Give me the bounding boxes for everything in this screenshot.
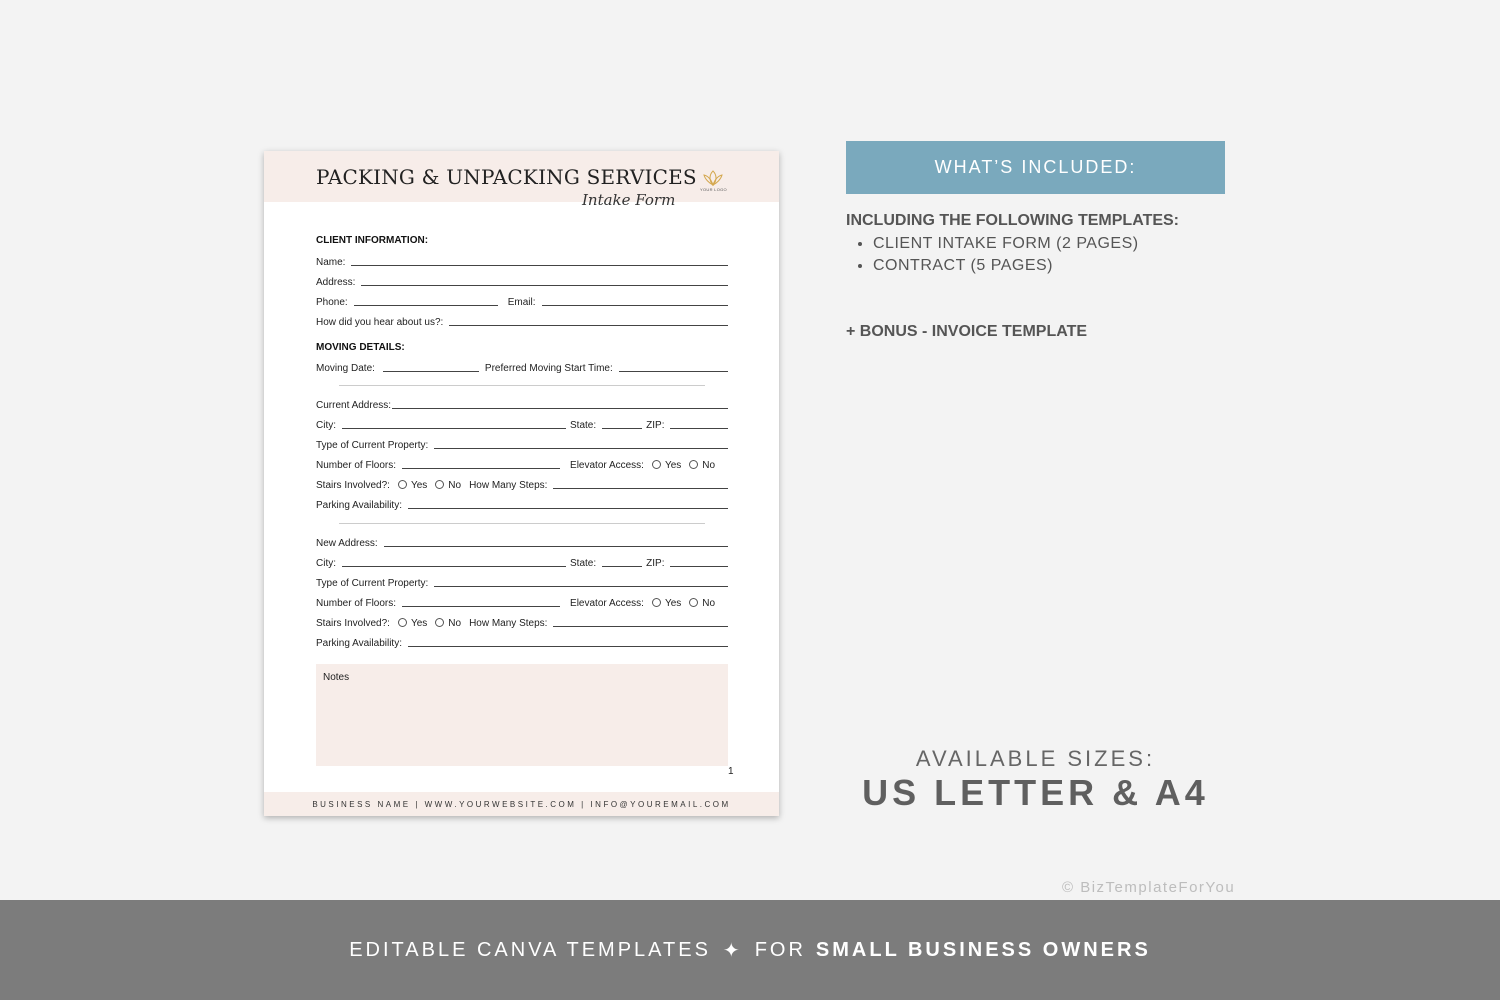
- bottom-tagline-band: [0, 900, 1500, 1000]
- stairs-label: Stairs Involved?:: [316, 480, 390, 491]
- address-field-line[interactable]: [361, 285, 728, 286]
- section-divider: [339, 523, 705, 524]
- phone-field-line[interactable]: [354, 305, 498, 306]
- state-label: State:: [570, 558, 597, 569]
- parking-label: Parking Availability:: [316, 500, 402, 511]
- zip-label: ZIP:: [646, 420, 665, 431]
- client-info-heading: CLIENT INFORMATION:: [316, 235, 429, 246]
- new-floors-row: [316, 595, 728, 609]
- zip-field-line[interactable]: [670, 428, 728, 429]
- floors-label: Number of Floors:: [316, 598, 397, 609]
- city-label: City:: [316, 420, 336, 431]
- new-stairs-row: [316, 615, 728, 629]
- stairs-yes-radio[interactable]: [398, 618, 407, 627]
- name-row: [316, 254, 728, 268]
- current-floors-row: [316, 457, 728, 471]
- start-time-label: Preferred Moving Start Time:: [484, 363, 613, 374]
- state-field-line[interactable]: [602, 428, 642, 429]
- moving-details-heading: MOVING DETAILS:: [316, 342, 405, 353]
- hear-about-label: How did you hear about us?:: [316, 317, 444, 328]
- current-address-field-line[interactable]: [392, 408, 728, 409]
- bonus-text: + BONUS - INVOICE TEMPLATE: [846, 323, 1088, 340]
- elevator-label: Elevator Access:: [570, 598, 644, 609]
- parking-label: Parking Availability:: [316, 638, 402, 649]
- no-label: No: [702, 460, 716, 471]
- hear-about-field-line[interactable]: [449, 325, 728, 326]
- property-label: Type of Current Property:: [316, 578, 429, 589]
- stairs-no-radio[interactable]: [435, 480, 444, 489]
- available-sizes-label: AVAILABLE SIZES:: [915, 746, 1156, 771]
- sparkle-icon: ✦: [722, 939, 743, 962]
- copyright-text: © BizTemplateForYou: [1062, 879, 1236, 896]
- elevator-yes-radio[interactable]: [652, 460, 661, 469]
- floors-field-line[interactable]: [402, 606, 560, 607]
- stairs-no-radio[interactable]: [435, 618, 444, 627]
- yes-label: Yes: [410, 618, 428, 629]
- page-number: 1: [728, 766, 734, 777]
- property-field-line[interactable]: [434, 448, 728, 449]
- new-address-label: New Address:: [316, 538, 378, 549]
- form-subtitle: Intake Form: [582, 191, 676, 209]
- moving-date-field-line[interactable]: [383, 371, 479, 372]
- form-preview-sheet: [264, 151, 779, 816]
- logo-text: YOUR LOGO: [700, 187, 727, 192]
- current-city-row: [316, 417, 728, 431]
- list-item: • CLIENT INTAKE FORM (2 PAGES): [873, 233, 1139, 255]
- zip-field-line[interactable]: [670, 566, 728, 567]
- section-divider: [339, 385, 705, 386]
- new-address-field-line[interactable]: [384, 546, 728, 547]
- hear-about-row: [316, 314, 728, 328]
- name-label: Name:: [316, 257, 346, 268]
- tagline-left: EDITABLE CANVA TEMPLATES: [349, 938, 711, 961]
- stairs-yes-radio[interactable]: [398, 480, 407, 489]
- parking-field-line[interactable]: [408, 508, 728, 509]
- form-header: [264, 151, 779, 209]
- tagline-strong: SMALL BUSINESS OWNERS: [815, 938, 1151, 961]
- current-address-row: [316, 397, 728, 411]
- current-parking-row: [316, 497, 728, 511]
- new-parking-row: [316, 635, 728, 649]
- parking-field-line[interactable]: [408, 646, 728, 647]
- templates-list: [846, 233, 1139, 277]
- address-label: Address:: [316, 277, 356, 288]
- city-field-line[interactable]: [342, 428, 566, 429]
- no-label: No: [448, 480, 462, 491]
- email-field-line[interactable]: [542, 305, 729, 306]
- available-sizes-value: US LETTER & A4: [862, 772, 1209, 813]
- floors-field-line[interactable]: [402, 468, 560, 469]
- yes-label: Yes: [664, 598, 682, 609]
- city-label: City:: [316, 558, 336, 569]
- elevator-yes-radio[interactable]: [652, 598, 661, 607]
- city-field-line[interactable]: [342, 566, 566, 567]
- new-property-row: [316, 575, 728, 589]
- floors-label: Number of Floors:: [316, 460, 397, 471]
- email-label: Email:: [507, 297, 536, 308]
- elevator-label: Elevator Access:: [570, 460, 644, 471]
- phone-email-row: [316, 294, 728, 308]
- moving-date-label: Moving Date:: [316, 363, 375, 374]
- list-item: • CONTRACT (5 PAGES): [873, 255, 1139, 277]
- form-footer: BUSINESS NAME | WWW.YOURWEBSITE.COM | INFO@YOUREMAIL.COM: [264, 792, 779, 816]
- elevator-no-radio[interactable]: [689, 460, 698, 469]
- notes-label: Notes: [323, 672, 350, 683]
- notes-box[interactable]: [316, 664, 728, 766]
- steps-label: How Many Steps:: [469, 618, 548, 629]
- address-row: [316, 274, 728, 288]
- state-label: State:: [570, 420, 597, 431]
- form-title: PACKING & UNPACKING SERVICES: [316, 165, 697, 189]
- templates-heading: INCLUDING THE FOLLOWING TEMPLATES:: [846, 212, 1180, 229]
- current-stairs-row: [316, 477, 728, 491]
- steps-field-line[interactable]: [553, 488, 728, 489]
- yes-label: Yes: [664, 460, 682, 471]
- no-label: No: [702, 598, 716, 609]
- phone-label: Phone:: [316, 297, 348, 308]
- current-property-row: [316, 437, 728, 451]
- new-city-row: [316, 555, 728, 569]
- steps-label: How Many Steps:: [469, 480, 548, 491]
- property-field-line[interactable]: [434, 586, 728, 587]
- property-label: Type of Current Property:: [316, 440, 429, 451]
- stairs-label: Stairs Involved?:: [316, 618, 390, 629]
- current-address-label: Current Address:: [316, 400, 392, 411]
- elevator-no-radio[interactable]: [689, 598, 698, 607]
- yes-label: Yes: [410, 480, 428, 491]
- new-address-row: [316, 535, 728, 549]
- name-field-line[interactable]: [351, 265, 728, 266]
- zip-label: ZIP:: [646, 558, 665, 569]
- state-field-line[interactable]: [602, 566, 642, 567]
- no-label: No: [448, 618, 462, 629]
- tagline-middle: FOR: [754, 938, 806, 961]
- whats-included-banner: WHAT’S INCLUDED:: [846, 141, 1225, 194]
- steps-field-line[interactable]: [553, 626, 728, 627]
- moving-date-row: [316, 360, 728, 374]
- start-time-field-line[interactable]: [619, 371, 728, 372]
